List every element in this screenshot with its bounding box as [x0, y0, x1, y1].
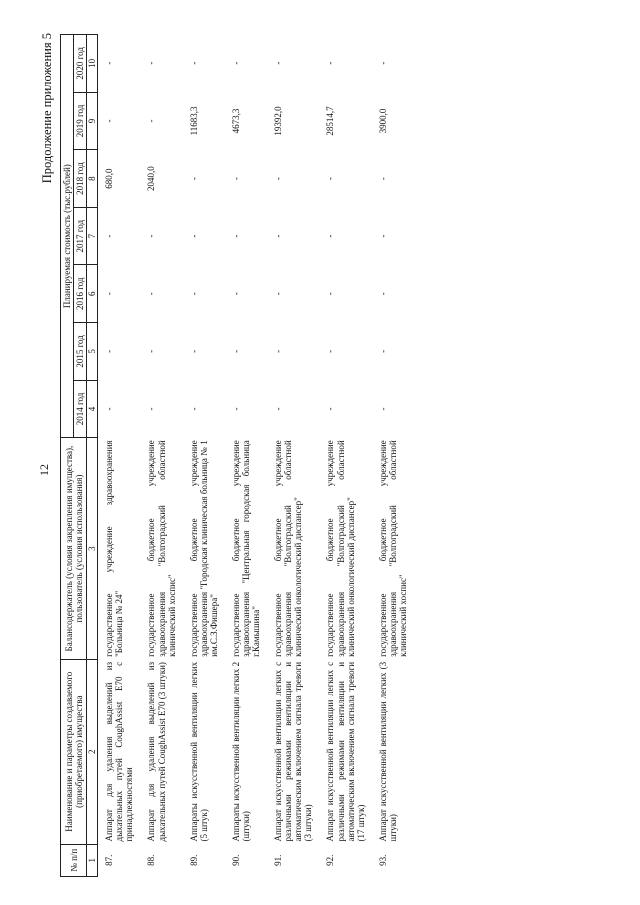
column-number: 7 — [87, 207, 98, 265]
cost-2016: - — [188, 292, 199, 296]
table-row — [267, 35, 319, 877]
row-number: 92. — [325, 854, 336, 866]
cost-2019: - — [146, 119, 157, 123]
row-number: 87. — [104, 854, 115, 866]
cost-2015: - — [104, 349, 115, 353]
column-number: 2 — [87, 659, 98, 844]
row-number: 93. — [377, 854, 388, 866]
cost-2018: 680,0 — [104, 168, 115, 189]
cost-2020: - — [188, 61, 199, 65]
asset-name: Аппарат искусственной вентиляции легких с различными режимами вентиляции и автоматическим включением сигнала тревоги (3 штуки) — [273, 661, 314, 842]
cost-2018: - — [325, 177, 336, 181]
cost-2020: - — [230, 61, 241, 65]
cost-2020: - — [273, 61, 284, 65]
header-year-2014: 2014 год — [74, 380, 87, 438]
rotated-page-content — [22, 25, 622, 885]
header-year-2015: 2015 год — [74, 323, 87, 381]
cost-2020: - — [104, 61, 115, 65]
row-number: 89. — [188, 854, 199, 866]
table-row — [372, 35, 414, 877]
column-number: 8 — [87, 150, 98, 208]
cost-2019: 28514,7 — [325, 106, 336, 136]
cost-2015: - — [188, 349, 199, 353]
cost-2019: 11683,3 — [188, 106, 199, 136]
cost-2014: - — [146, 407, 157, 411]
cost-2020: - — [146, 61, 157, 65]
cost-2017: - — [230, 234, 241, 238]
cost-2015: - — [146, 349, 157, 353]
header-year-2020: 2020 год — [74, 35, 87, 93]
cost-2014: - — [325, 407, 336, 411]
header-year-2019: 2019 год — [74, 92, 87, 150]
column-number: 5 — [87, 323, 98, 381]
row-number: 91. — [273, 854, 284, 866]
cost-2014: - — [377, 407, 388, 411]
header-planned-cost: Планируемая стоимость (тыс.рублей) — [61, 35, 74, 438]
column-number: 10 — [87, 35, 98, 93]
cost-2016: - — [325, 292, 336, 296]
cost-2019: 4673,3 — [230, 108, 241, 134]
cost-2015: - — [325, 349, 336, 353]
column-number: 9 — [87, 92, 98, 150]
asset-name: Аппарат для удаления выделений из дыхательных путей CoughAssist E70 с принадлежностями — [104, 661, 135, 842]
cost-2019: 19392,0 — [273, 106, 284, 136]
cost-2014: - — [230, 407, 241, 411]
cost-2019: 3900,0 — [377, 108, 388, 134]
header-year-2018: 2018 год — [74, 150, 87, 208]
column-number: 6 — [87, 265, 98, 323]
balance-holder: государственное бюджетное учреждение здравоохранения "Центральная городская больница г.Камышина" — [230, 440, 262, 657]
cost-2020: - — [325, 61, 336, 65]
continuation-title: Продолжение приложения 5 — [40, 33, 54, 184]
asset-name: Аппараты искусственной вентиляции легких (5 штук) — [188, 661, 209, 842]
column-number: 1 — [87, 844, 98, 876]
header-name: Наименование и параметры создаваемого (приобретаемого) имущества — [61, 659, 87, 844]
column-numbers-row — [87, 35, 98, 877]
cost-2018: 2040,0 — [146, 166, 157, 191]
page-number: 12 — [37, 464, 51, 476]
cost-2020: - — [377, 61, 388, 65]
cost-2018: - — [273, 177, 284, 181]
cost-2016: - — [146, 292, 157, 296]
row-number: 88. — [146, 854, 157, 866]
cost-2018: - — [377, 177, 388, 181]
cost-2017: - — [325, 234, 336, 238]
balance-holder: государственное бюджетное учреждение здравоохранения "Городская клиническая больница № 1 им.С.З.Фишера" — [188, 440, 219, 657]
cost-2018: - — [230, 177, 241, 181]
asset-name: Аппарат искусственной вентиляции легких с различными режимами вентиляции и автоматическим включением сигнала тревоги (17 штук) — [325, 661, 366, 842]
cost-2015: - — [273, 349, 284, 353]
cost-2016: - — [104, 292, 115, 296]
cost-2016: - — [273, 292, 284, 296]
cost-2019: - — [104, 119, 115, 123]
table-row — [183, 35, 225, 877]
cost-2016: - — [377, 292, 388, 296]
asset-name: Аппарат искусственной вентиляции легких (3 штуки) — [377, 661, 398, 842]
cost-2017: - — [377, 234, 388, 238]
cost-2017: - — [104, 234, 115, 238]
balance-holder: государственное бюджетное учреждение здравоохранения "Волгоградский областной клинический онкологический диспансер" — [325, 440, 356, 657]
column-number: 4 — [87, 380, 98, 438]
table-row — [225, 35, 267, 877]
row-number: 90. — [230, 854, 241, 866]
cost-2014: - — [188, 407, 199, 411]
table-row — [98, 35, 141, 877]
balance-holder: государственное бюджетное учреждение здравоохранения "Волгоградский областной клинический онкологический диспансер" — [273, 440, 304, 657]
cost-2015: - — [230, 349, 241, 353]
cost-2017: - — [146, 234, 157, 238]
cost-2014: - — [104, 407, 115, 411]
header-number: № п/п — [61, 844, 87, 876]
asset-name: Аппараты искусственной вентиляции легких 2 (штуки) — [230, 661, 252, 842]
cost-2016: - — [230, 292, 241, 296]
header-year-2017: 2017 год — [74, 207, 87, 265]
cost-2018: - — [188, 177, 199, 181]
cost-2017: - — [188, 234, 199, 238]
balance-holder: государственное бюджетное учреждение здравоохранения "Волгоградский областной клинический хоспис" — [146, 440, 177, 657]
header-year-2016: 2016 год — [74, 265, 87, 323]
column-number: 3 — [87, 438, 98, 660]
balance-holder: государственное бюджетное учреждение здравоохранения "Волгоградский областной клинический хоспис" — [377, 440, 408, 657]
table-row — [140, 35, 182, 877]
cost-2015: - — [377, 349, 388, 353]
property-table — [60, 34, 414, 877]
cost-2014: - — [273, 407, 284, 411]
balance-holder: государственное учреждение здравоохранения "Больница № 24" — [104, 440, 125, 657]
table-row — [319, 35, 371, 877]
header-holder: Балансодержатель (условия закрепления имущества), пользователь (условия использования) — [61, 438, 87, 660]
asset-name: Аппарат для удаления выделений из дыхательных путей CoughAssist E70 (3 штуки) — [146, 661, 167, 842]
cost-2017: - — [273, 234, 284, 238]
